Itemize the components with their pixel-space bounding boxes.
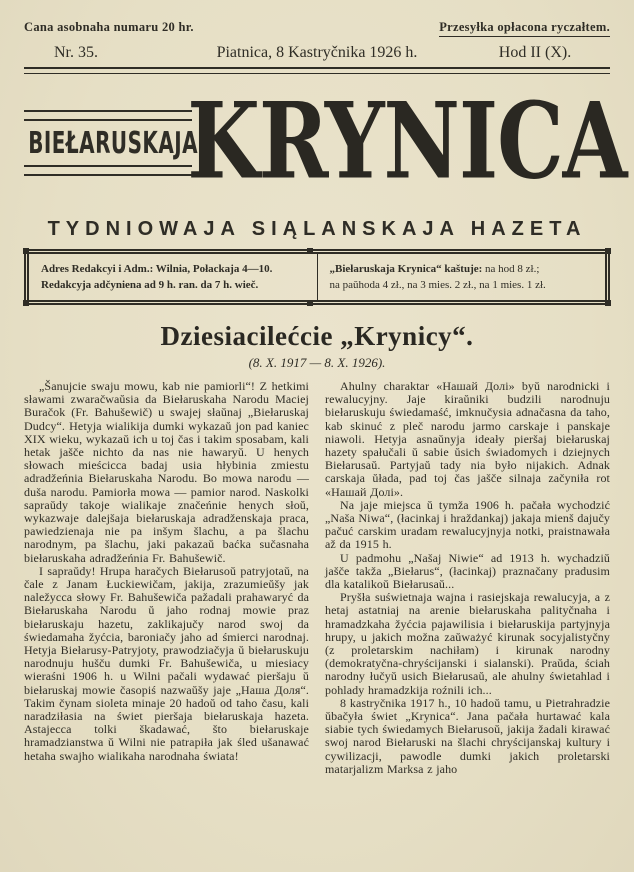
address-line-1: Adres Redakcyi i Adm.: Wilnia, Połackaja 4—10. xyxy=(41,263,273,275)
issue-date: Piatnica, 8 Kastryčnika 1926 h. xyxy=(216,44,418,61)
masthead-subtitle: TYDNIOWAJA SIĄLANSKAJA HAZETA xyxy=(47,218,587,240)
issue-year: Hod II (X). xyxy=(498,44,572,61)
subscription-title: „Biełaruskaja Krynica“ kaštuje: xyxy=(329,263,483,275)
article-paragraph: Ahulny charaktar «Нашай Долі» byŭ narodnicki i rewalucyjny. Jaje kiraŭniki budzili narodnuju biełaruskuju świedamaść, imknučysia adnačasna da taho, kab skinuć z pleč narodu jarmo carskaje i panskaje niawoli. Hetyja asnaŭnyja ideały pieršaj biełaruskaj hazety spałučali ŭ sabie ŭsich świadomych i dziejnych Biełarusaŭ. Partyjaŭ tady nia było nijakich. Adnak carskaja ŭłada, pad toj čas jašče silnaja začyniła rot «Нашай Долі». xyxy=(325,379,610,499)
box-corner-ornament xyxy=(605,248,611,254)
article-paragraph: „Šanujcie swaju mowu, kab nie pamiorli“! Z hetkimi sławami zwaračwaŭsia da Biełaruskaha Narodu Maciej Buračok (Fr. Bahušewič) u swajej słaŭnaj „Biełaruskaj Dudcy“. Hetyja wialikija dumki wykazaŭ jon pad kaniec XIX wieku, wykazaŭ ich u toj čas i takim sposabam, kali hetak jašče nichto da nas nie hawaryŭ. U henych słowach mieścicca badaj usia hłybinia zmiestu adradžeńnia Biełaruskaha Narodu. Bo mowa narodu — duša narodu. Pamiorła mowa — pamior narod. Naskolki sapraŭdy takoje wialikaje značeńnie henych słoŭ, wykazwaje dalejšaja biełaruskaja adradženskaja praca, pawiedzienaja nie pa inšym šlachu, a pa šlachu narodnym, pa šlachu, jaki pakazaŭ baćka sučasnaha biełaruskaha adradžeńnia Fr. Bahušewič. xyxy=(24,379,309,565)
masthead-title-prefix: BIEŁARUSKAJA xyxy=(28,125,199,161)
article-paragraph: 8 kastryčnika 1917 h., 10 hadoŭ tamu, u Pietrahradzie ŭbačyła świet „Krynica“. Jana pačała hurtawać kala siabie tych świedamych Biełarusoŭ, jakija žadali kirawać swoj narod Biełaruski na šlachi chryścijanskaj kultury i cywilizacji, pawodle dumki jakich proletarski matarjalizm Marksa z jaho xyxy=(325,695,610,776)
article-paragraph: Na jaje miejsca ŭ tymža 1906 h. pačała wychodzić „Naša Niwa“, (łacinkaj i hraždankaj) jakaja mienš dajučy pačuć carskim uradam rewalucyjnyja notki, praistnawała až da 1915 h. xyxy=(325,497,610,552)
masthead-title: KRYNICA xyxy=(187,80,627,204)
article-body xyxy=(24,380,610,776)
issue-number: Nr. 35. xyxy=(54,44,98,61)
issue-row xyxy=(24,44,610,62)
subscription-line-1 xyxy=(330,261,598,277)
article-paragraph: Pryšła suświetnaja wajna i rasiejskaja rewalucyja, a z hetaj astatniaj na arenie biełaruskaha palityčnaha i hramadzkaha žyćcia pajawilisia i biełaruskija partyjnyja hrupy, u jakich možna zaŭważyć kirunak socyjalistyčny (z proletarskim nachiłam) i kirunak narodny (demokratyčna-chryścijanski i sialanski). Praŭda, ściah narodny łučyŭ usich Biełarusaŭ, ale ahulny świetahlad i pohlady hramadzkija roźnili ich... xyxy=(325,590,610,697)
info-boxes xyxy=(24,249,610,305)
subscription-rate-year: na hod 8 zł.; xyxy=(485,263,540,275)
price-note: Cana asobnaha numaru 20 hr. xyxy=(24,20,194,34)
box-corner-ornament xyxy=(23,248,29,254)
article-paragraph: U padmohu „Našaj Niwie“ ad 1913 h. wychadziŭ jašče takža „Biełarus“, (łacinkaj) praznačany pradusim dla katalikoŭ Biełarusaŭ... xyxy=(325,550,610,592)
article-headline: Dziesiacilećcie „Krynicy“. xyxy=(160,321,474,351)
box-corner-ornament xyxy=(307,300,313,306)
article-dateline: (8. X. 1917 — 8. X. 1926). xyxy=(248,355,386,370)
box-corner-ornament xyxy=(23,300,29,306)
subscription-line-2: na paŭhoda 4 zł., na 3 mies. 2 zł., na 1 mies. 1 zł. xyxy=(329,279,546,291)
article-paragraph: I sapraŭdy! Hrupa haračych Biełarusoŭ patryjotaŭ, na čale z Janam Łuckiewičam, jakija, zrazumieŭšy jak naležycca słowy Fr. Bahušewiča pažadali prahawaryć da Biełaruskaha Narodu ŭ jaho rodnaj mowie praz biełaruskaju hazetu, zaklikajučy narod swoj da świedamaha žyćcia, baroniačy jaho ad śmierci narodnaj. Hetyja Biełarusy-Patryjoty, prawodziačyja ŭ biełaruskuju narodnuju hušču dumki Fr. Bahušewiča, u miesiacy wieraśni 1906 h. u Wilni pačali wydawać pieršaju ŭ biełaruskaj mowie časopiś nazwaŭšy jaje „Наша Доля“. Takim čynam sioleta minaje 20 hadoŭ od taho času, kali naradziłasia na świet pieršaja biełaruskaja hazeta. Astajecca tolki škadawać, što biełaruskaje hramadzianstwa ŭ Wilni nie patrapiła jak śled ušanawać hetaha swajho wialikaha narodnaha świata! xyxy=(24,563,309,763)
top-notes-row xyxy=(24,20,610,37)
masthead-prefix-block xyxy=(24,110,199,176)
address-line-2: Redakcyja adčyniena ad 9 h. ran. da 7 h. wieč. xyxy=(41,279,259,291)
article-column-right xyxy=(325,380,610,776)
subscription-box xyxy=(318,254,611,300)
box-corner-ornament xyxy=(307,248,313,254)
address-box xyxy=(24,254,318,300)
postage-note: Przesyłka opłacona ryczałtem. xyxy=(439,20,610,37)
masthead xyxy=(24,80,627,204)
article-column-left xyxy=(24,380,309,776)
box-corner-ornament xyxy=(605,300,611,306)
header-divider-rule xyxy=(24,67,610,74)
